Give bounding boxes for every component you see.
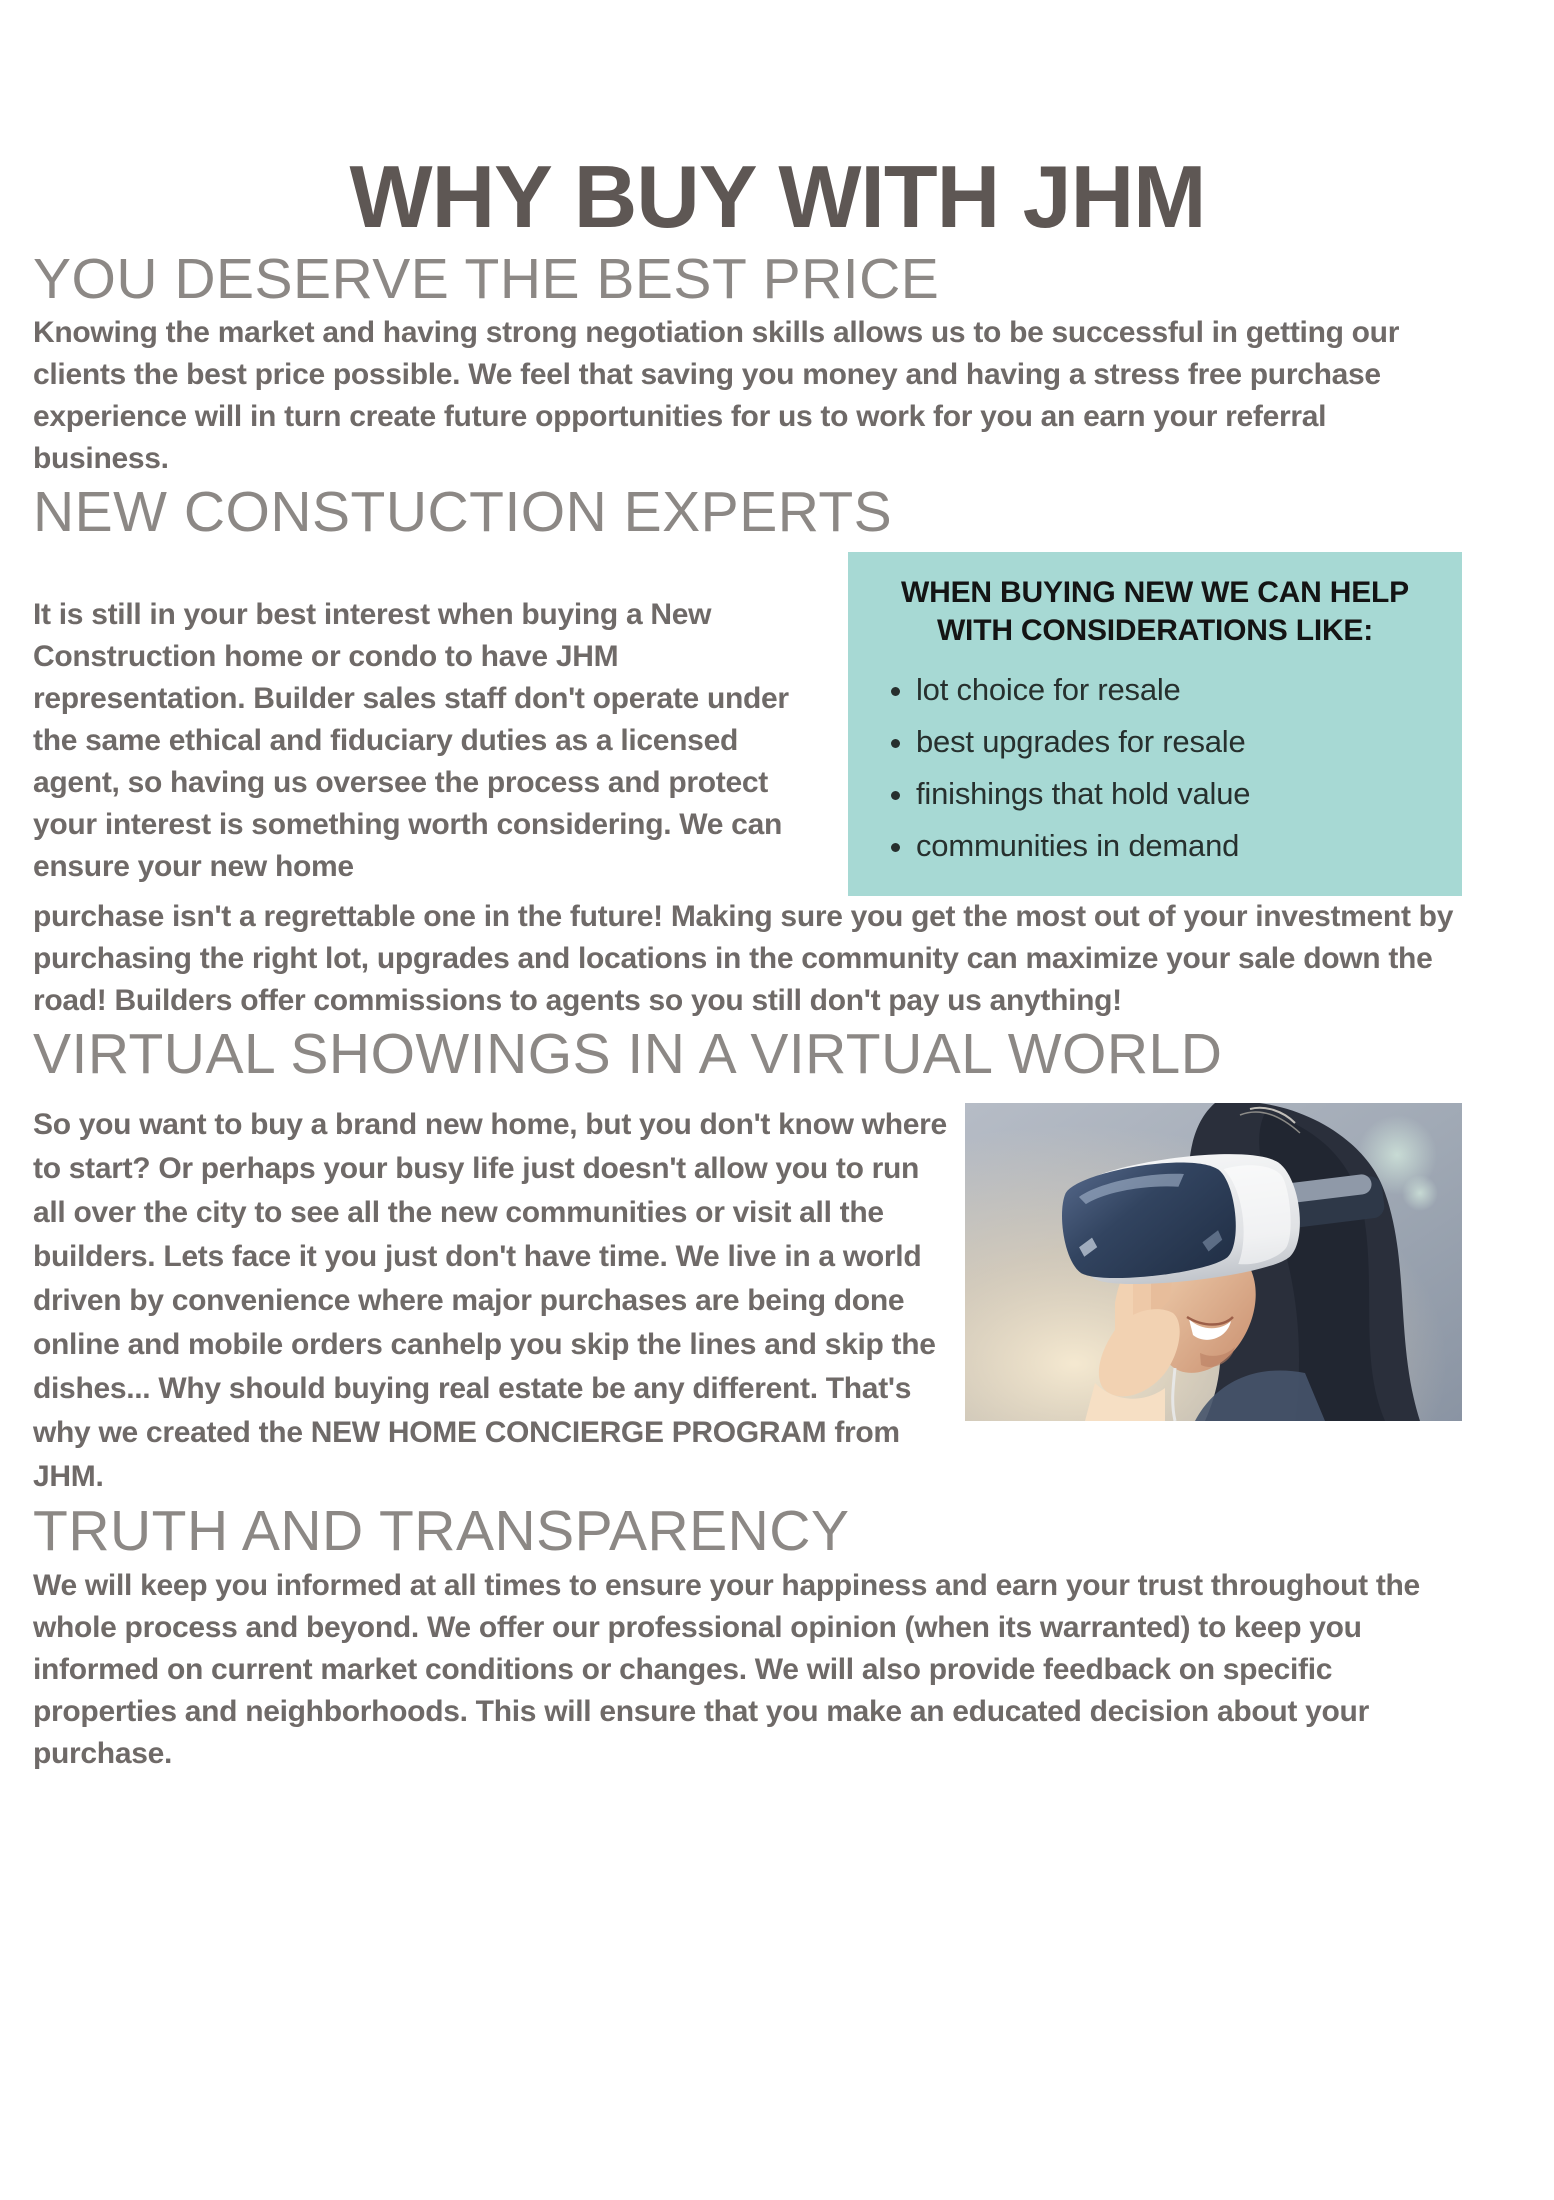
considerations-callout-box	[848, 552, 1462, 896]
virtual-showings-row	[33, 1103, 1462, 1499]
paragraph-virtual-showings: So you want to buy a brand new home, but you don't know where to start? Or perhaps your busy life just doesn't allow you to run all over the city to see all the new communities or visit all the builders. Lets face it you just don't have time. We live in a world driven by convenience where major purchases are being done online and mobile orders canhelp you skip the lines and skip the dishes... Why should buying real estate be any different. That's why we created the NEW HOME CONCIERGE PROGRAM from JHM.	[33, 1108, 947, 1494]
paragraph-truth: We will keep you informed at all times to ensure your happiness and earn your trust throughout the whole process and beyond. We offer our professional opinion (when its warranted) to keep you informed on current market conditions or changes. We will also provide feedback on specific properties and neighborhoods. This will ensure that you make an educated decision about your purchase.	[33, 1568, 1420, 1770]
new-construction-row	[33, 552, 1462, 896]
virtual-text-column	[33, 1103, 959, 1499]
paragraph-new-construction-continued: purchase isn't a regrettable one in the future! Making sure you get the most out of your investment by purchasing the right lot, upgrades and locations in the community can maximize your sale down the road! Builders offer commissions to agents so you still don't pay us anything!	[33, 899, 1454, 1017]
callout-bullet-list	[872, 664, 1438, 872]
callout-bullet-item: • finishings that hold value	[916, 768, 1438, 820]
paragraph-best-price: Knowing the market and having strong negotiation skills allows us to be successful in getting our clients the best price possible. We feel that saving you money and having a stress free purchase experience will in turn create future opportunities for us to work for you an earn your referral business.	[33, 316, 1400, 476]
paragraph-new-construction-left: It is still in your best interest when buying a New Construction home or condo to have JHM representation. Builder sales staff don't operate under the same ethical and fiduciary duties as a licensed agent, so having us oversee the process and protect your interest is something worth considering. We can ensure your new home	[33, 597, 789, 883]
callout-bullet-item: • best upgrades for resale	[916, 716, 1438, 768]
section-heading-new-construction: NEW CONSTUCTION EXPERTS	[33, 480, 893, 545]
callout-title: WHEN BUYING NEW WE CAN HELP WITH CONSIDERATIONS LIKE:	[901, 575, 1409, 647]
section-heading-truth: TRUTH AND TRANSPARENCY	[33, 1499, 850, 1564]
vr-headset-photo	[965, 1103, 1462, 1421]
section-heading-virtual-showings: VIRTUAL SHOWINGS IN A VIRTUAL WORLD	[33, 1021, 1223, 1086]
callout-bullet-item: • communities in demand	[916, 820, 1438, 872]
page-title: WHY BUY WITH JHM	[349, 147, 1206, 246]
callout-bullet-item: • lot choice for resale	[916, 664, 1438, 716]
section-heading-best-price: YOU DESERVE THE BEST PRICE	[33, 246, 940, 311]
